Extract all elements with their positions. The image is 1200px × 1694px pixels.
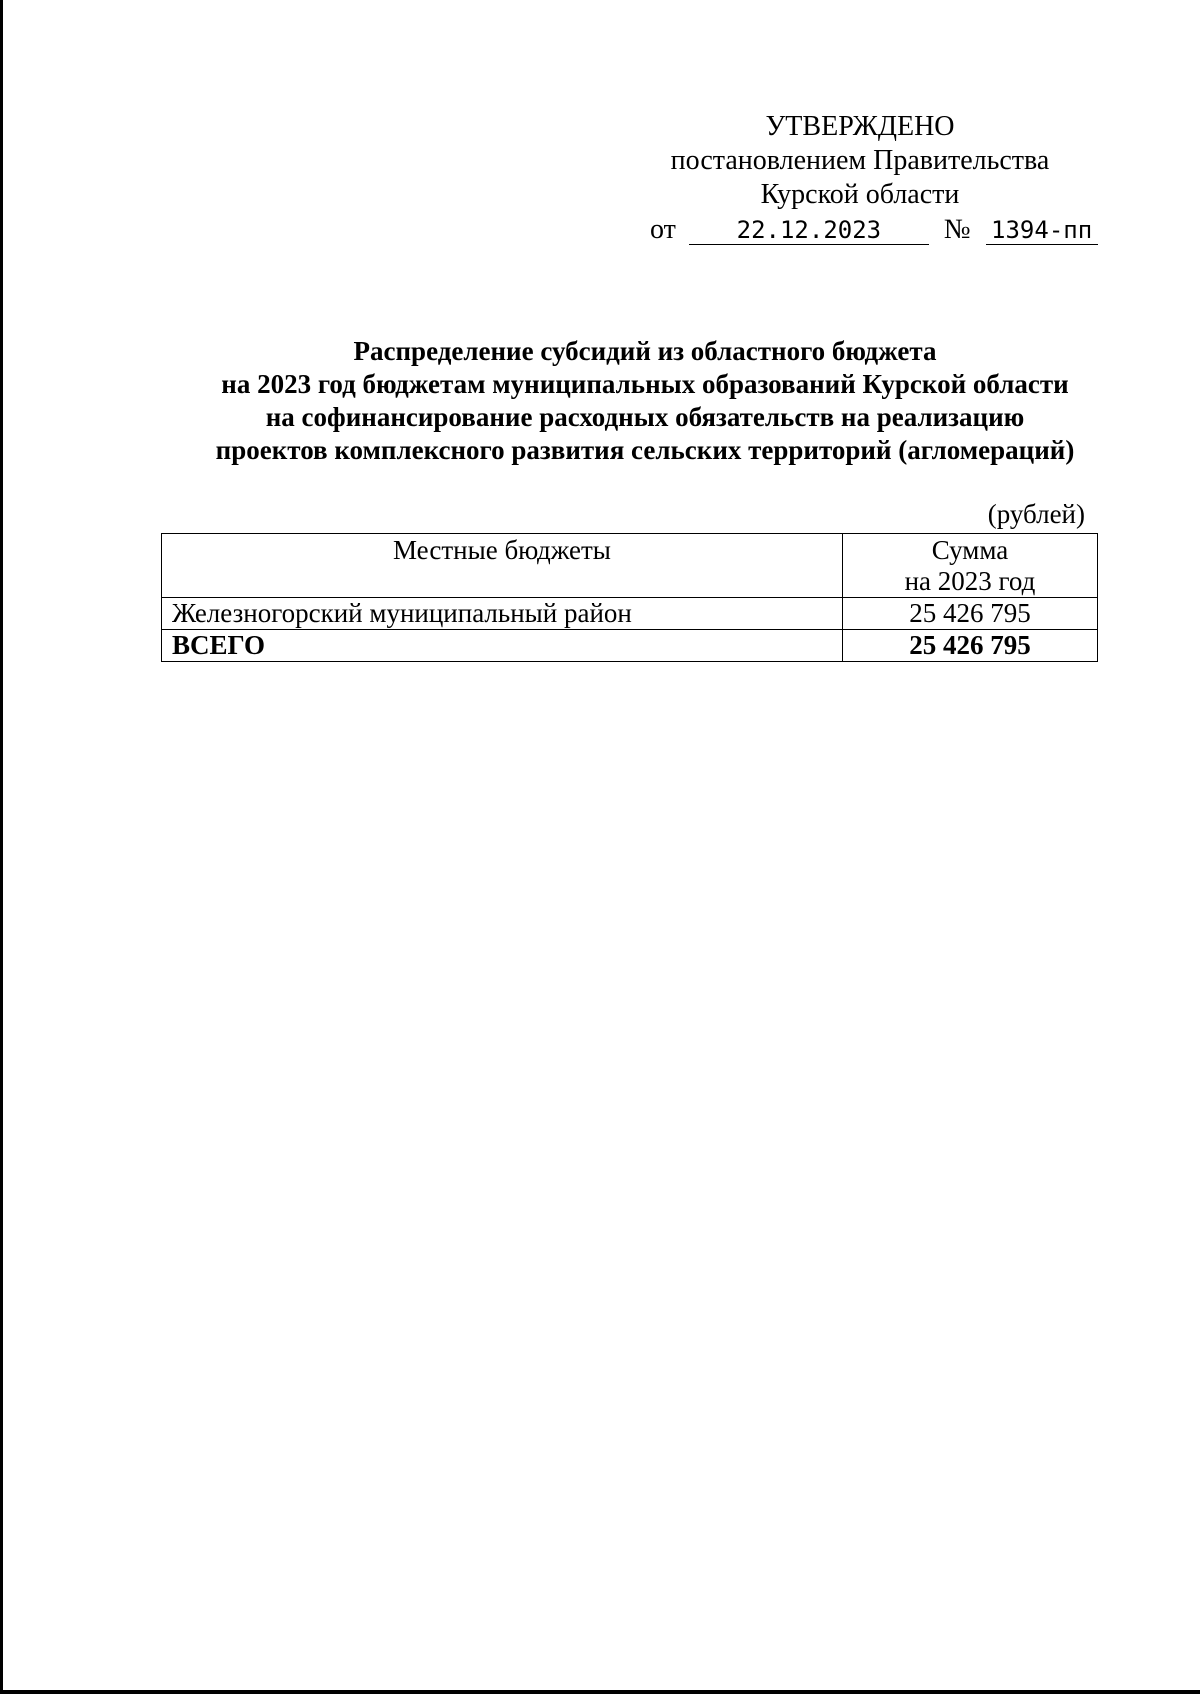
scan-edge-bottom — [0, 1690, 1200, 1694]
approval-heading: УТВЕРЖДЕНО — [765, 111, 955, 142]
budget-table — [161, 533, 1098, 662]
document-title — [130, 335, 1160, 467]
title-line-3: на софинансирование расходных обязательств на реализацию — [265, 402, 1025, 432]
total-amount: 25 426 795 — [843, 630, 1098, 662]
scan-edge-left — [0, 0, 3, 1694]
row-amount: 25 426 795 — [843, 598, 1098, 630]
row-name: Железногорский муниципальный район — [162, 598, 843, 630]
total-label: ВСЕГО — [162, 630, 843, 662]
number-prefix: № — [943, 214, 971, 245]
date-prefix: от — [650, 214, 676, 245]
header-amount-line-1: Сумма — [931, 535, 1009, 565]
header-amount-line-2: на 2023 год — [904, 566, 1036, 596]
header-amount — [843, 534, 1098, 598]
title-line-4: проектов комплексного развития сельских территорий (агломераций) — [215, 435, 1075, 465]
approval-date-row — [650, 213, 1093, 247]
title-line-2: на 2023 год бюджетам муниципальных образований Курской области — [221, 369, 1069, 399]
title-line-1: Распределение субсидий из областного бюджета — [353, 336, 937, 366]
table-total-row — [162, 630, 1098, 662]
approval-line-1: постановлением Правительства — [670, 145, 1050, 176]
table-row — [162, 598, 1098, 630]
table-header-row — [162, 534, 1098, 598]
header-local-budgets: Местные бюджеты — [162, 534, 843, 598]
units-label: (рублей) — [987, 499, 1085, 529]
approval-date: 22.12.2023 — [689, 216, 929, 245]
approval-line-2: Курской области — [760, 179, 960, 210]
approval-number: 1394-пп — [986, 216, 1098, 245]
approval-block — [640, 110, 1080, 212]
